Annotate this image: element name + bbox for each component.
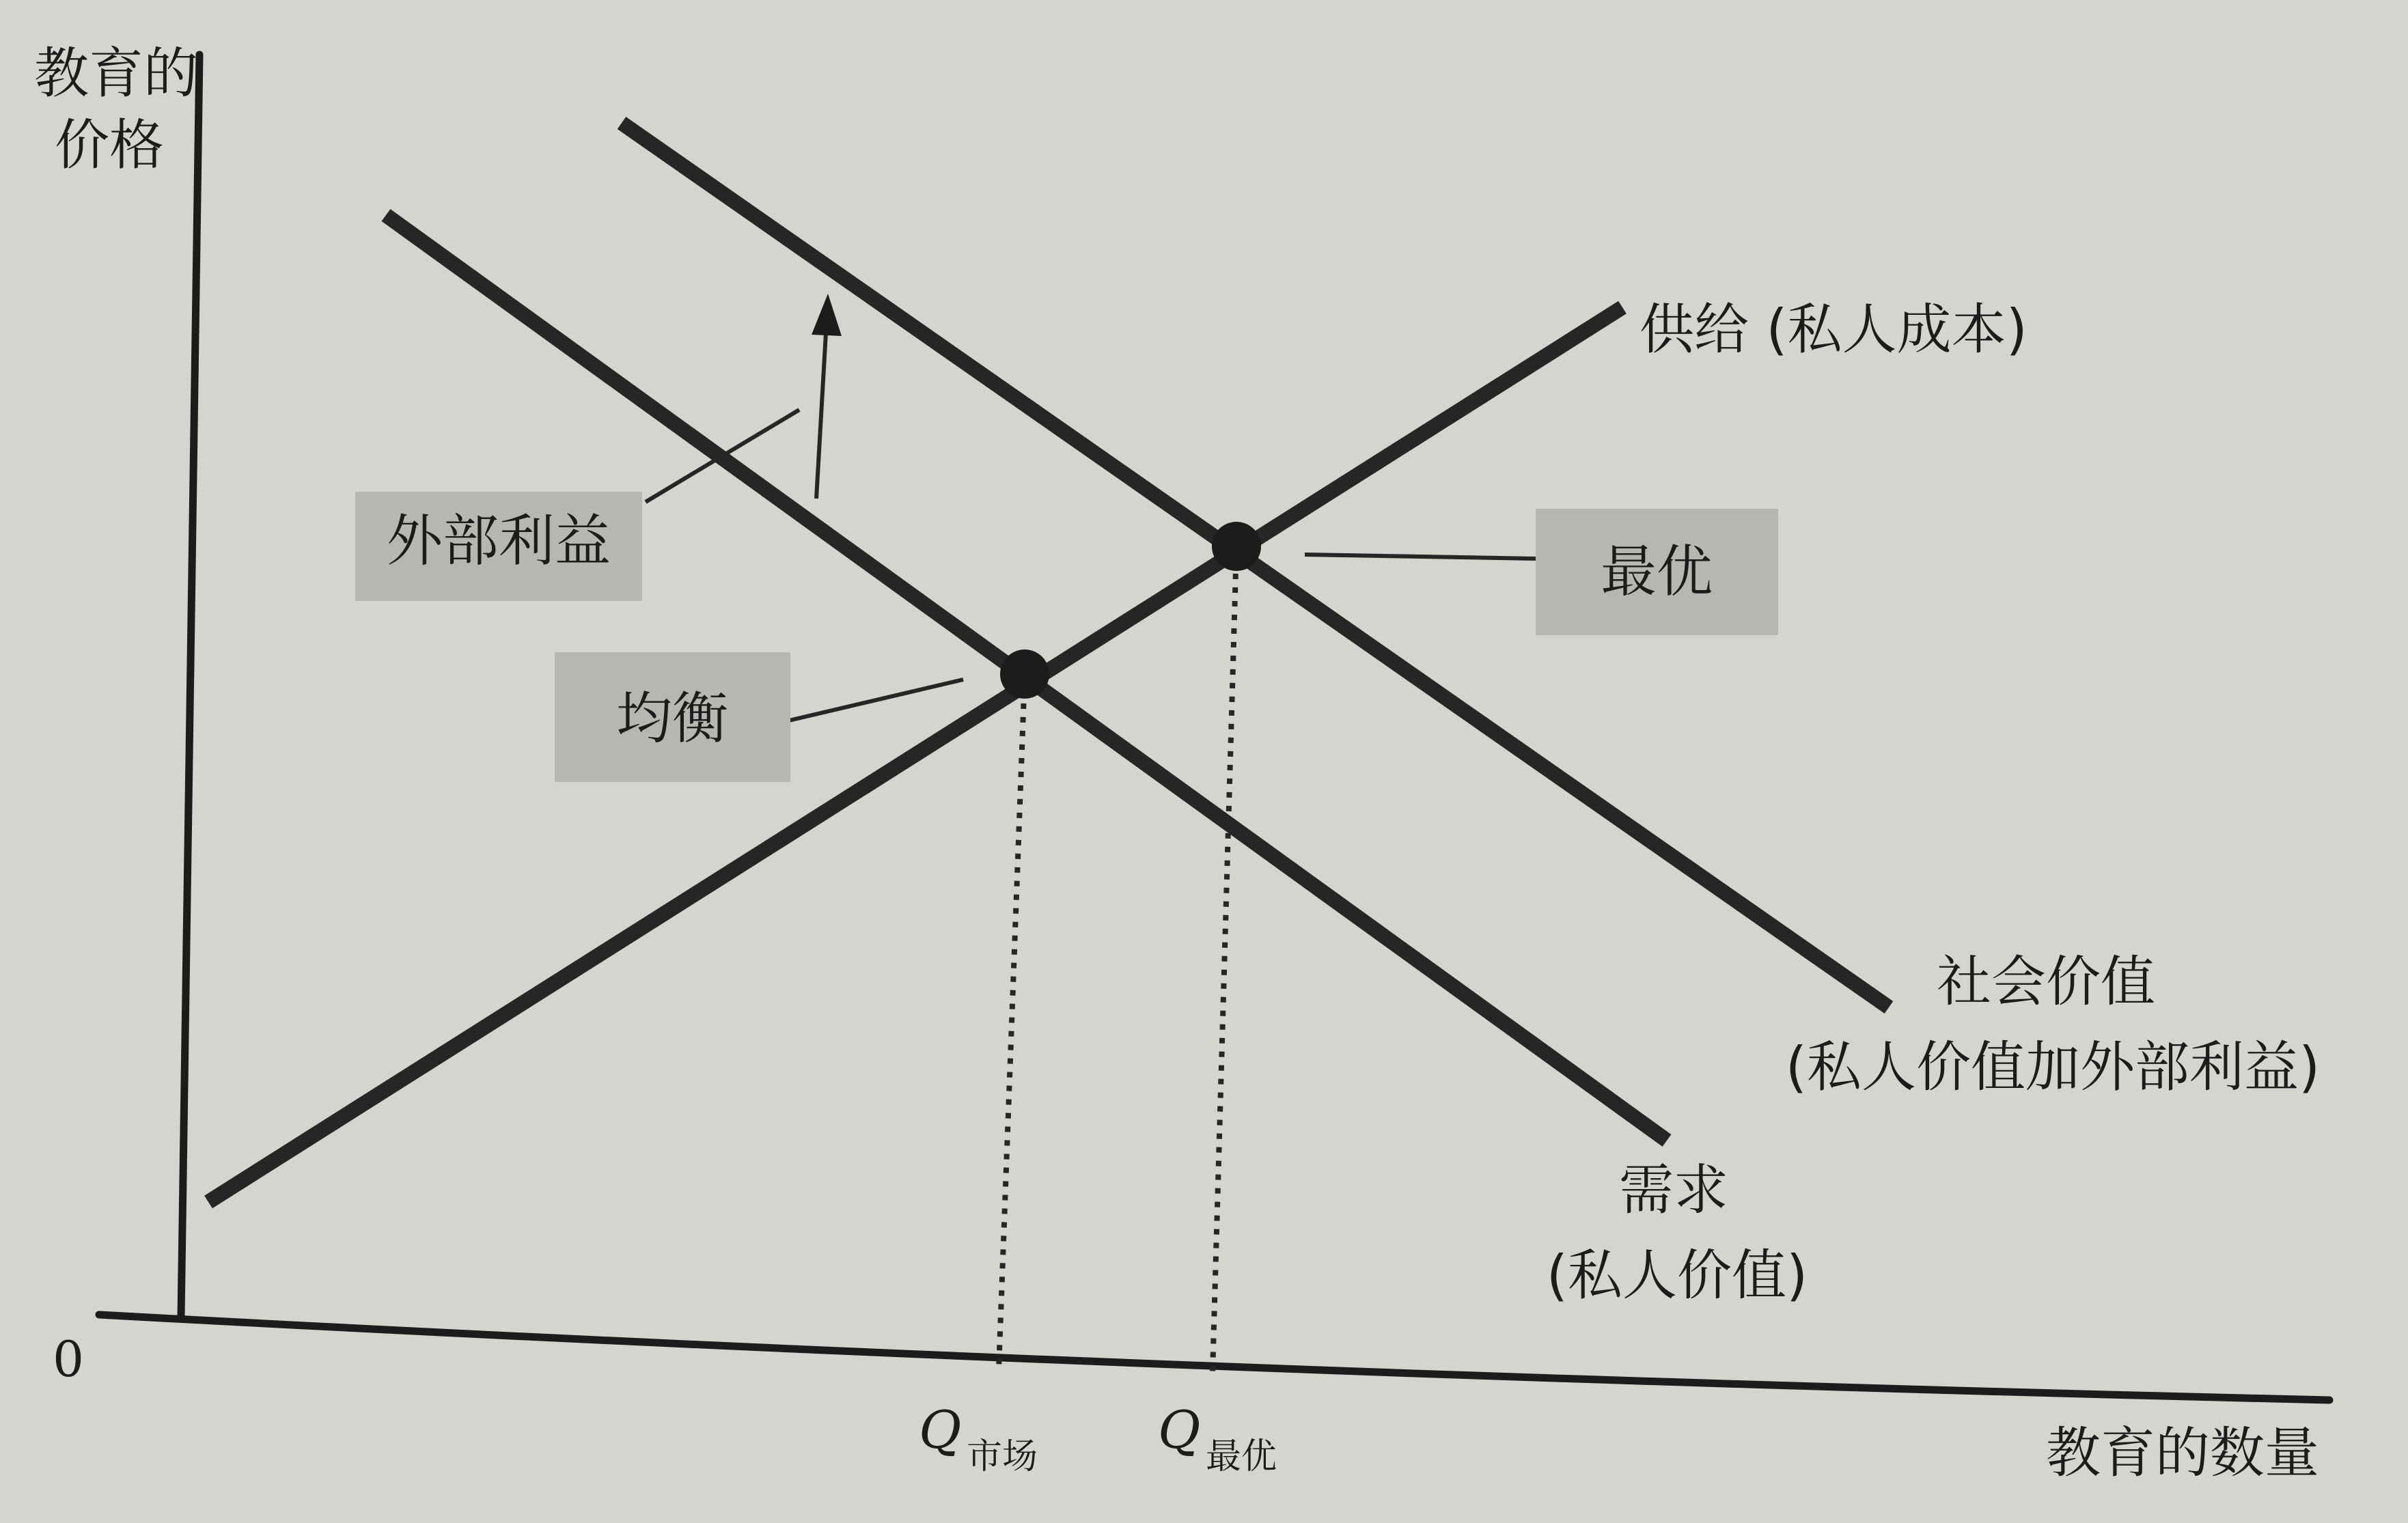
optimum-leader [1305,555,1537,559]
origin-label: 0 [53,1330,84,1388]
supply-curve [208,307,1622,1202]
social-value-label-line2: (私人价值加外部利益) [1785,1035,2321,1099]
q-optimum-subscript: 最优 [1206,1436,1277,1477]
x-axis-label: 教育的数量 [2046,1421,2319,1485]
q-optimum-dotted-line [1213,546,1236,1373]
q-market-symbol: Q [919,1399,962,1460]
optimum-point [1212,522,1261,571]
external-benefit-label: 外部利益 [386,509,611,574]
q-market-dotted-line [999,676,1025,1369]
demand-label-line2: (私人价值) [1546,1244,1808,1307]
q-optimum-tick-label [1158,1399,1277,1477]
y-axis [181,55,199,1318]
q-optimum-symbol: Q [1158,1399,1201,1460]
equilibrium-leader [789,680,963,721]
y-axis-label-line1: 教育的 [34,42,198,105]
equilibrium-label: 均衡 [615,686,729,751]
q-market-subscript: 市场 [967,1436,1038,1477]
supply-label: 供给 (私人成本) [1639,298,2028,361]
optimum-label: 最优 [1600,540,1713,604]
external-benefit-arrow-head [812,294,842,336]
q-market-tick-label [919,1399,1038,1477]
y-axis-label-line2: 价格 [55,113,164,177]
demand-label-line1: 需求 [1619,1158,1728,1222]
equilibrium-point [1000,649,1049,699]
external-benefit-arrow-shaft [816,321,827,499]
social-value-label-line1: 社会价值 [1937,950,2155,1014]
